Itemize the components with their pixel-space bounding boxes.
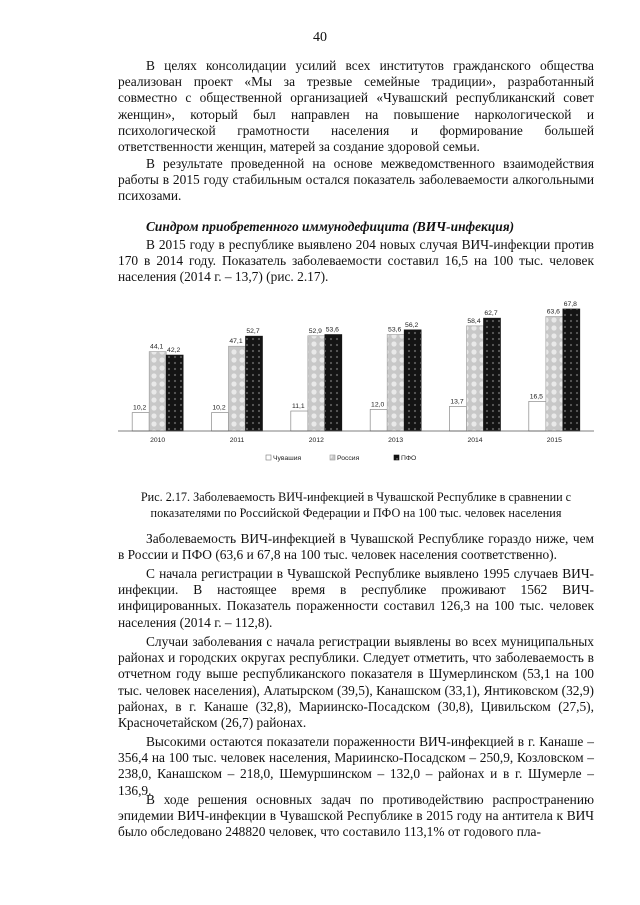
paragraph: Высокими остаются показатели пораженности ВИЧ-инфекцией в г. Канаше – 356,4 на 100 тыс. человек населения, Мариинско-Посадском – 250,9, Козловском – 238,0, Канашском – 218,0, Шемуршинском – 132,0 – районах и в г. Шумерле – 136,9. <box>118 734 594 798</box>
data-label-russia-2010: 44,1 <box>150 343 164 351</box>
bar-chuvashia-2012 <box>291 411 308 431</box>
data-label-pfo-2012: 53,6 <box>325 326 339 334</box>
bar-pfo-2014 <box>484 318 501 431</box>
paragraph: В результате проведенной на основе межведомственного взаимодействия работы в 2015 году стабильным остался показатель заболеваемости алкогольными психозами. <box>118 156 594 204</box>
data-label-russia-2012: 52,9 <box>308 327 322 335</box>
x-tick-label: 2013 <box>388 437 404 444</box>
bar-chuvashia-2013 <box>370 409 387 431</box>
data-label-chuvashia-2013: 12,0 <box>371 401 385 409</box>
data-label-pfo-2013: 56,2 <box>405 321 419 329</box>
bar-chuvashia-2014 <box>450 406 467 431</box>
bar-chuvashia-2010 <box>132 413 149 431</box>
data-label-chuvashia-2010: 10,2 <box>133 404 147 412</box>
data-label-chuvashia-2012: 11,1 <box>291 403 305 411</box>
bar-chuvashia-2015 <box>529 401 546 431</box>
bar-pfo-2013 <box>404 330 421 431</box>
paragraph: Заболеваемость ВИЧ-инфекцией в Чувашской Республике гораздо ниже, чем в России и ПФО (63,6 и 67,8 на 100 тыс. человек населения соответственно). <box>118 531 594 563</box>
legend-swatch-pfo <box>394 455 399 460</box>
paragraph: В 2015 году в республике выявлено 204 новых случая ВИЧ-инфекции против 170 в 2014 году. Показатель заболеваемости составил 16,5 на 100 тыс. человек населения (2014 г. – 13,7) (рис. 2.17). <box>118 237 594 285</box>
data-label-chuvashia-2015: 16,5 <box>529 393 543 401</box>
bar-russia-2012 <box>308 336 325 431</box>
data-label-pfo-2015: 67,8 <box>563 300 577 308</box>
bar-chart <box>118 300 594 478</box>
legend-swatch-russia <box>330 455 335 460</box>
data-label-pfo-2010: 42,2 <box>167 347 181 355</box>
paragraph: В целях консолидации усилий всех институтов гражданского общества реализован проект «Мы за трезвые семейные традиции», разработанный совместно с общественной организацией «Чувашский республиканский совет женщин», который был направлен на повышение наркологической и психологической грамотности населения и формирование большей ответственности женщин, матерей за создание здоровой семьи. <box>118 58 594 155</box>
legend-label-russia: Россия <box>337 455 360 462</box>
data-label-russia-2015: 63,6 <box>546 308 560 316</box>
data-label-russia-2013: 53,6 <box>388 326 402 334</box>
section-heading: Синдром приобретенного иммунодефицита (ВИЧ-инфекция) <box>146 219 515 234</box>
x-tick-label: 2011 <box>229 437 245 444</box>
x-tick-label: 2012 <box>308 437 324 444</box>
x-tick-label: 2015 <box>546 437 562 444</box>
data-label-russia-2011: 47,1 <box>229 338 243 346</box>
bar-pfo-2011 <box>246 336 263 431</box>
data-label-russia-2014: 58,4 <box>467 317 481 325</box>
figure-caption: Рис. 2.17. Заболеваемость ВИЧ-инфекцией в Чувашской Республике в сравнении с показателями по Российской Федерации и ПФО на 100 тыс. человек населения <box>140 490 572 520</box>
bar-pfo-2012 <box>325 335 342 431</box>
x-tick-label: 2014 <box>467 437 483 444</box>
bar-russia-2015 <box>546 317 563 431</box>
legend-label-chuvashia: Чувашия <box>273 455 302 462</box>
paragraph: С начала регистрации в Чувашской Республике выявлено 1995 случаев ВИЧ-инфекции. В настоящее время в республике проживают 1562 ВИЧ-инфицированных. Показатель пораженности составил 126,3 на 100 тыс. человек населения (2014 г. – 112,8). <box>118 566 594 630</box>
data-label-pfo-2011: 52,7 <box>246 328 260 336</box>
bar-pfo-2015 <box>563 309 580 431</box>
bar-russia-2014 <box>467 326 484 431</box>
data-label-chuvashia-2014: 13,7 <box>450 398 464 406</box>
bar-russia-2013 <box>387 335 404 431</box>
bar-chuvashia-2011 <box>212 413 229 431</box>
bar-russia-2011 <box>229 346 246 431</box>
paragraph: Случаи заболевания с начала регистрации выявлены во всех муниципальных районах и городских округах республики. Следует отметить, что заболеваемость в отчетном году выше республиканского показателя в Шумерлинском (53,1 на 100 тыс. человек населения), Алатырском (39,5), Канашском (33,1), Янтиковском (32,9) районах, в г. Канаше (32,8), Мариинско-Посадском (30,8), Цивильском (27,5), Красночетайском (26,7) районах. <box>118 634 594 731</box>
bar-russia-2010 <box>149 352 166 431</box>
x-tick-label: 2010 <box>150 437 166 444</box>
page-number: 40 <box>313 30 327 45</box>
bar-pfo-2010 <box>166 355 183 431</box>
legend-swatch-chuvashia <box>266 455 271 460</box>
legend-label-pfo: ПФО <box>401 455 417 462</box>
data-label-chuvashia-2011: 10,2 <box>212 404 226 412</box>
paragraph: В ходе решения основных задач по противодействию распространению эпидемии ВИЧ-инфекции в Чувашской Республике в 2015 году на антитела к ВИЧ было обследовано 248820 человек, что составило 113,1% от годового пла- <box>118 792 594 840</box>
data-label-pfo-2014: 62,7 <box>484 310 498 318</box>
